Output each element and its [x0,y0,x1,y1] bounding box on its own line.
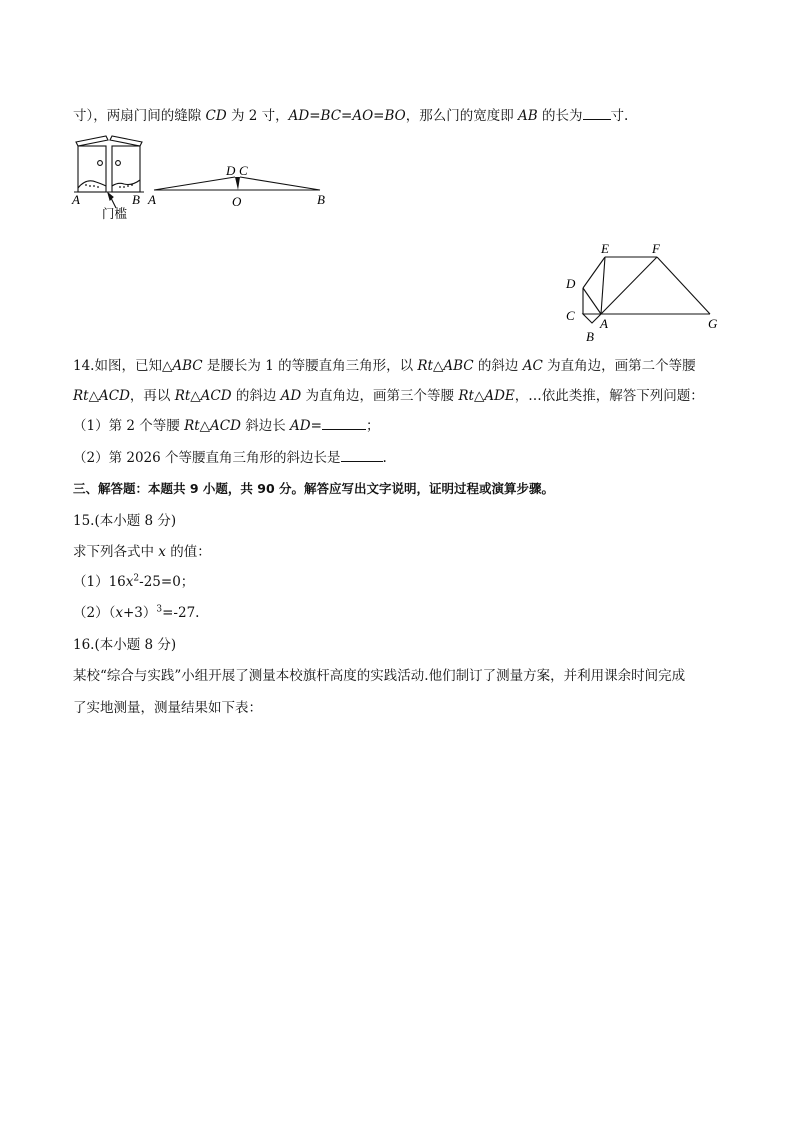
q14-text: 14.如图，已知△ [73,358,173,374]
q15-text: （2）（ [73,605,116,621]
q14-rt: Rt [417,358,433,374]
q14-text: △ [473,388,485,404]
q15-variable: x [158,544,166,560]
q15-text: -25=0； [139,574,195,590]
q13-line-figure [144,160,334,212]
q15-part-2 [73,601,199,621]
fig-label-c: C [566,308,575,323]
q14-text: . [382,450,387,466]
q14-part-2 [73,446,387,466]
q15-text: =-27. [162,605,200,621]
q14-answer-blank-2[interactable] [341,449,383,462]
q15-text: +3） [122,605,157,621]
line-label-o: O [232,194,242,209]
door-caption: 门槛 [102,207,128,221]
q14-rt: Rt [73,388,89,404]
q16-header: 16.(本小题 8 分) [73,637,177,653]
q14-triangle-abc: ABC [172,358,203,374]
line-label-c: C [239,163,248,178]
q14-triangle-acd: ACD [210,418,241,434]
q15-text: （1）16 [73,574,126,590]
q14-rt: Rt [174,388,191,404]
q14-triangle-abc: ABC [443,358,474,374]
q14-text: 斜边长 [240,418,291,434]
q13-segment-ab: AB [518,108,538,124]
q13-text: 为 2 寸， [226,108,289,124]
q14-text: 的斜边 [473,358,523,374]
fig-label-f: F [652,241,660,256]
fig-label-e: E [601,241,609,256]
q14-triangle-acd: ACD [98,388,130,404]
q14-text: ； [365,418,380,434]
q15-variable: x [125,574,134,590]
line-label-a: A [148,192,156,207]
door-label-a: A [72,192,80,207]
q14-text: ，再以 [129,388,175,404]
q14-figure [560,238,730,346]
q13-segment-cd: CD [205,108,227,124]
q14-line-1 [73,354,696,374]
q15-header: 15.(本小题 8 分) [73,513,177,529]
q14-text: 的斜边 [231,388,281,404]
q14-rt: Rt [184,418,200,434]
q13-text: ，那么门的宽度即 [405,108,519,124]
q14-text: △ [199,418,211,434]
q13-text: 寸），两扇门间的缝隙 [73,108,206,124]
q14-text: 为直角边，画第三个等腰 [301,388,459,404]
line-label-b: B [317,192,325,207]
q14-text: 是腰长为 1 的等腰直角三角形，以 [202,358,418,374]
q15-prompt [73,540,211,560]
q15-exponent: 2 [133,573,140,584]
q14-text: △ [432,358,444,374]
q13-answer-blank[interactable] [583,107,611,120]
q13-door-figure [66,130,146,222]
q14-text: ，…依此类推，解答下列问题： [514,388,704,404]
q13-text: 寸. [610,108,629,124]
q15-variable: x [115,605,123,621]
q14-line-2 [73,384,704,404]
q14-segment-ad: AD [280,388,302,404]
q16-line-2: 了实地测量，测量结果如下表： [73,700,262,716]
q16-line-1: 某校“综合与实践”小组开展了测量本校旗杆高度的实践活动.他们制订了测量方案，并利用课余时间完成 [73,668,686,684]
q15-text: 求下列各式中 [73,544,159,560]
q14-triangle-acd: ACD [200,388,232,404]
q14-text: = [310,418,322,434]
fig-label-g: G [708,316,718,331]
q14-text: （1）第 2 个等腰 [73,418,185,434]
fig-label-b: B [586,329,594,344]
section-3-heading: 三、解答题：本题共 9 小题，共 90 分。解答应写出文字说明，证明过程或演算步骤。 [73,481,555,496]
q14-triangle-ade: ADE [484,388,515,404]
q14-text: △ [190,388,201,404]
fig-label-a: A [600,316,608,331]
q13-text: 的长为 [537,108,583,124]
q14-text: △ [88,388,99,404]
q14-part-1 [73,414,379,434]
q14-answer-blank-1[interactable] [322,417,366,430]
q14-segment-ad: AD [290,418,311,434]
q15-exponent: 3 [156,604,163,615]
q15-part-1 [73,570,194,590]
q14-rt: Rt [458,388,474,404]
q13-text-line [73,104,628,124]
q13-equation: AD=BC=AO=BO [288,108,406,124]
fig-label-d: D [566,276,576,291]
q14-segment-ac: AC [522,358,543,374]
door-label-b: B [132,192,140,207]
line-label-d: D [226,163,236,178]
q14-text: 为直角边，画第二个等腰 [542,358,696,374]
q14-text: （2）第 2026 个等腰直角三角形的斜边长是 [73,450,341,466]
q15-text: 的值： [165,544,211,560]
